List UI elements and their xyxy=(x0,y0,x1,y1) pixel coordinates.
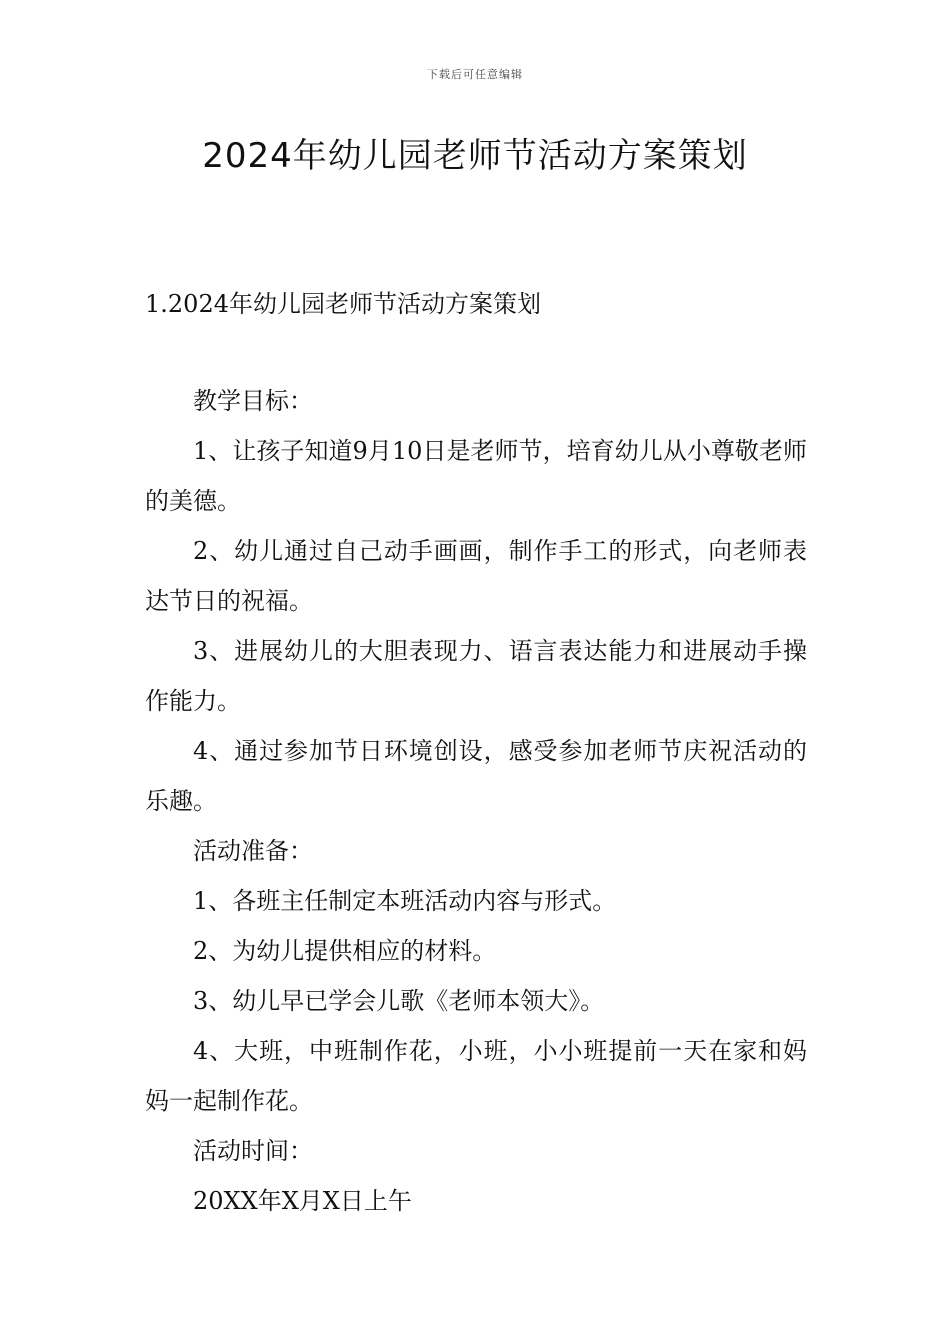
paragraph-teaching-goals-heading: 教学目标： xyxy=(193,387,313,415)
paragraph-goal-1: 1、让孩子知道9月10日是老师节，培育幼儿从小尊敬老师的美德。 xyxy=(145,437,807,515)
section-heading: 1.2024年幼儿园老师节活动方案策划 xyxy=(145,290,541,318)
paragraph-preparation-4: 4、大班，中班制作花，小班，小小班提前一天在家和妈妈一起制作花。 xyxy=(145,1037,807,1115)
document-body xyxy=(145,376,807,1226)
paragraph-goal-4: 4、通过参加节日环境创设，感受参加老师节庆祝活动的乐趣。 xyxy=(145,737,807,815)
paragraph-preparation-1: 1、各班主任制定本班活动内容与形式。 xyxy=(193,887,617,915)
paragraph-goal-2: 2、幼儿通过自己动手画画，制作手工的形式，向老师表达节日的祝福。 xyxy=(145,537,807,615)
paragraph-preparation-heading: 活动准备： xyxy=(193,837,313,865)
paragraph-preparation-3: 3、幼儿早已学会儿歌《老师本领大》。 xyxy=(193,987,605,1015)
document-title: 2024年幼儿园老师节活动方案策划 xyxy=(202,136,748,176)
paragraph-goal-3: 3、进展幼儿的大胆表现力、语言表达能力和进展动手操作能力。 xyxy=(145,637,807,715)
paragraph-time-value: 20XX年X月X日上午 xyxy=(193,1187,412,1215)
paragraph-preparation-2: 2、为幼儿提供相应的材料。 xyxy=(193,937,497,965)
paragraph-time-heading: 活动时间： xyxy=(193,1137,313,1165)
header-note: 下载后可任意编辑 xyxy=(427,68,523,81)
